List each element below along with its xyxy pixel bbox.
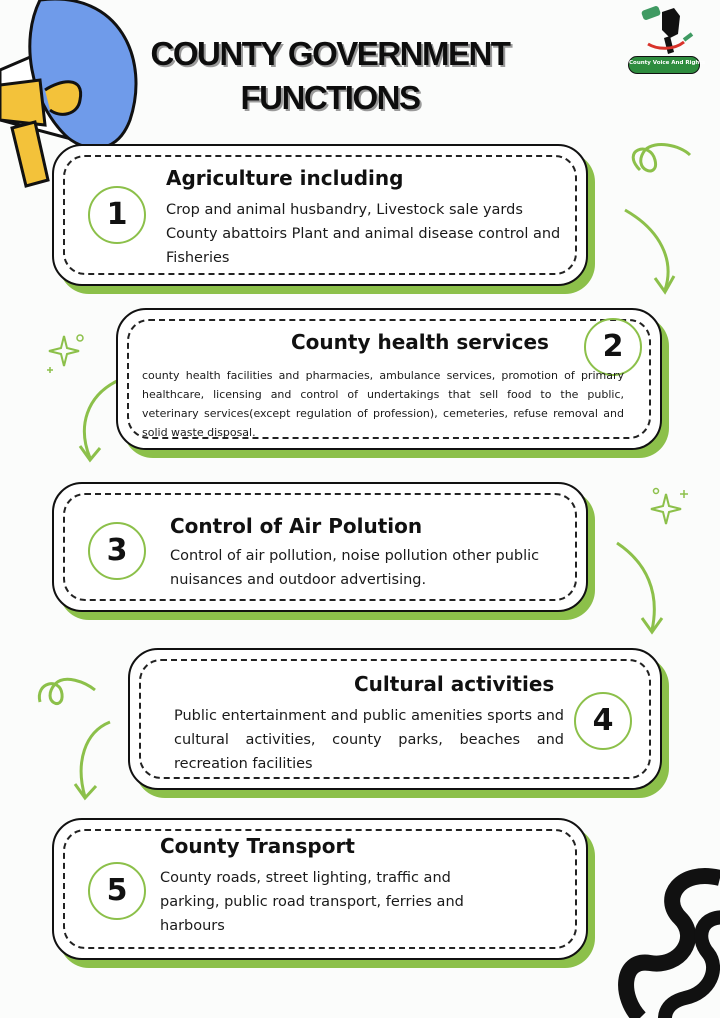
number-badge: 3 (88, 522, 146, 580)
card-title: Control of Air Polution (170, 514, 423, 538)
number-badge: 1 (88, 186, 146, 244)
title-line-2: FUNCTIONS (240, 79, 420, 116)
function-card-1 (52, 144, 588, 286)
card-description: County roads, street lighting, traffic and parking, public road transport, ferries and harbours (160, 870, 464, 934)
number-badge: 4 (574, 692, 632, 750)
card-description: Crop and animal husbandry, Livestock sale yards County abattoirs Plant and animal disease control and Fisheries (166, 202, 561, 266)
card-description: Control of air pollution, noise pollution other public nuisances and outdoor advertising. (170, 548, 540, 588)
logo-caption-text: County Voice And Rights (629, 60, 706, 66)
card-description: Public entertainment and public amenities sports and cultural activities, county parks, beaches and recreation facilities (174, 708, 564, 772)
logo-caption (628, 56, 706, 74)
function-card-5 (52, 818, 588, 960)
wave-decoration (600, 858, 720, 1018)
function-card-4 (128, 648, 662, 790)
swirl-arrow-decoration-top-right (610, 140, 710, 300)
card-title: County health services (291, 330, 549, 354)
sparkle-icon-left (42, 330, 92, 380)
page-title (110, 32, 550, 120)
number-badge: 5 (88, 862, 146, 920)
function-card-2 (116, 308, 662, 450)
title-line-1: COUNTY GOVERNMENT (150, 35, 510, 72)
card-description: county health facilities and pharmacies, ambulance services, promotion of primary healthcare, licensing and control of undertakings that sell food to the public, veterinary services(except regulation of profession), cemeteries, refuse removal and solid waste disposal. (142, 369, 624, 439)
sparkle-icon-right (648, 486, 698, 536)
card-title: Cultural activities (354, 672, 555, 696)
raised-fist-icon (628, 4, 706, 66)
logo (628, 4, 706, 80)
card-title: Agriculture including (166, 166, 404, 190)
card-title: County Transport (160, 834, 355, 858)
number-badge: 2 (584, 318, 642, 376)
function-card-3 (52, 482, 588, 612)
swirl-arrow-decoration-left (30, 672, 130, 812)
curved-arrow-right-2 (612, 538, 672, 638)
